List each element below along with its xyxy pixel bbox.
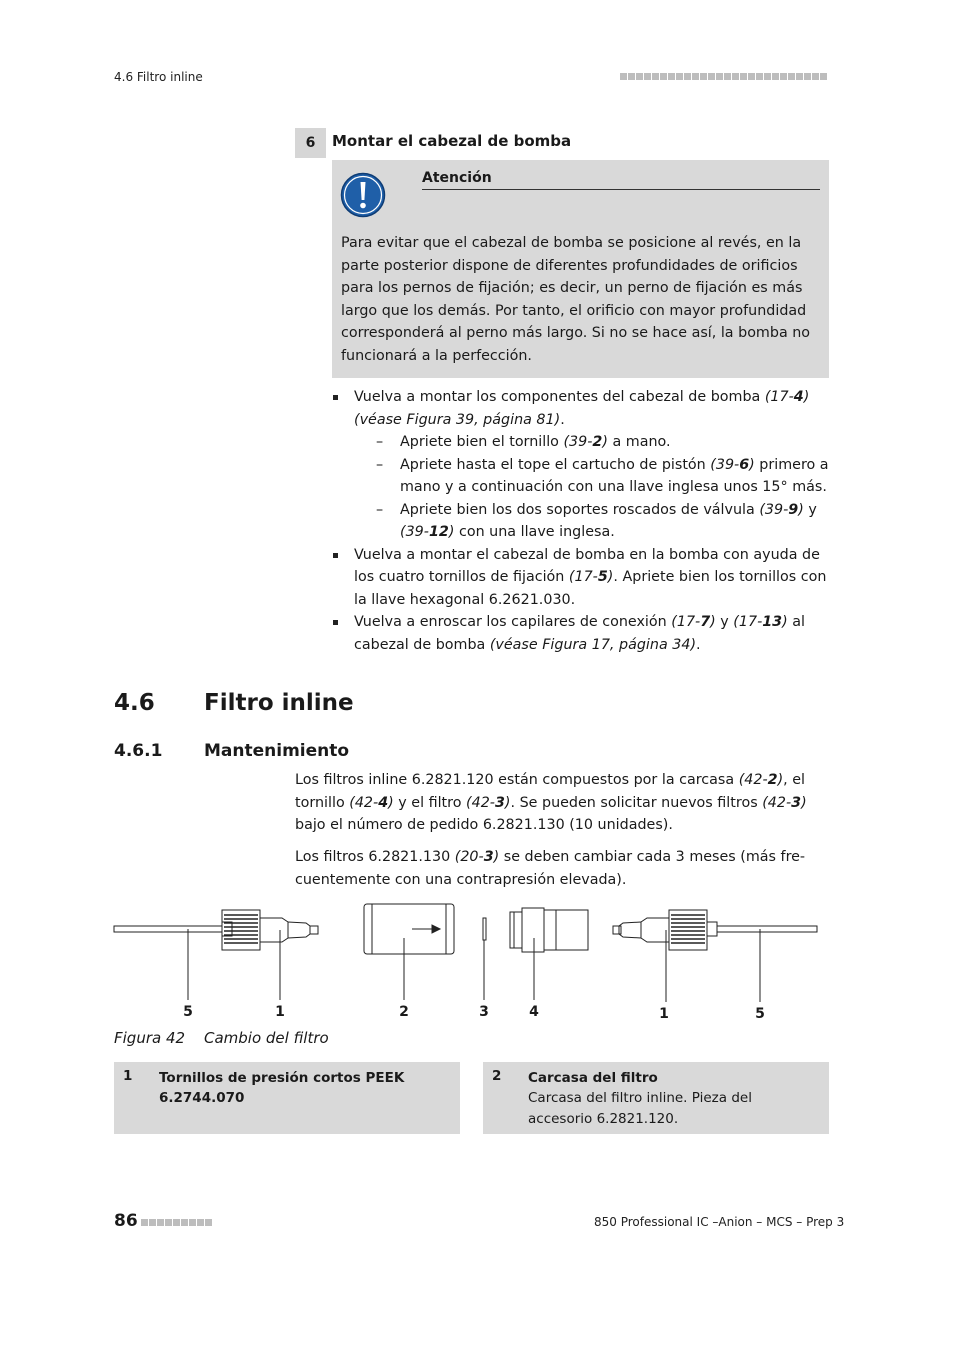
legend-item	[483, 1062, 829, 1134]
list-item: – Apriete hasta el tope el cartucho de pistón (39-6) primero a mano y a continuación con una llave inglesa unos 15° más.	[332, 454, 832, 499]
legend-title: Carcasa del filtro	[528, 1070, 658, 1086]
figure-label: 1	[659, 1006, 669, 1022]
exclamation-icon	[340, 172, 386, 218]
fitting-front	[510, 912, 522, 948]
figure-label: 1	[275, 1004, 285, 1020]
screw-left-grip	[222, 910, 260, 950]
screw-right-body	[707, 922, 717, 936]
figure-label: 5	[183, 1004, 193, 1020]
subsection-heading	[114, 741, 349, 761]
fitting-back	[544, 910, 588, 950]
footer-product: 850 Professional IC –Anion – MCS – Prep 3	[594, 1215, 845, 1229]
warning-text: Para evitar que el cabezal de bomba se posicione al revés, en la parte posterior dispone de diferentes profundidades de orificios para los pernos de fijación; es decir, un perno de fijación es más largo que los demás. Por tanto, el orificio con mayor profundidad corresponderá al perno más largo. Si no se hace así, la bomba no funcionará a la perfección.	[341, 235, 811, 364]
section-heading	[114, 690, 354, 716]
footer-decoration	[141, 1219, 212, 1226]
legend-number: 2	[492, 1068, 502, 1084]
warning-title: Atención	[422, 170, 820, 190]
instruction-list	[332, 386, 832, 656]
paragraph: Los filtros inline 6.2821.120 están compuestos por la carcasa (42-2), el tornillo (42-4) y el filtro (42-3). Se pueden solicitar nuevos filtros (42-3) bajo el número de pedido 6.2821.130 (10 unidades).	[295, 772, 807, 833]
list-item: – Apriete bien los dos soportes roscados de válvula (39-9) y (39-12) con una llave inglesa.	[332, 499, 832, 544]
capillary-left	[114, 926, 222, 932]
section-title: Filtro inline	[204, 690, 354, 716]
legend-number: 1	[123, 1068, 133, 1084]
figure-caption-label: Figura 42	[114, 1029, 186, 1047]
filter-diagram	[110, 898, 830, 1026]
figure-label: 4	[529, 1004, 539, 1020]
figure-label: 5	[755, 1006, 765, 1022]
list-item: – Apriete bien el tornillo (39-2) a mano.	[332, 431, 832, 454]
screw-right-nose	[619, 922, 641, 938]
screw-right-grip	[669, 910, 707, 950]
page-number: 86	[114, 1211, 138, 1231]
list-item: Vuelva a enroscar los capilares de conexión (17-7) y (17-13) al cabezal de bomba (véase Figura 17, página 34).	[332, 611, 832, 656]
legend-title: Tornillos de presión cortos PEEK 6.2744.070	[159, 1070, 405, 1106]
screw-left-nose	[288, 922, 310, 938]
list-item: Vuelva a montar los componentes del cabezal de bomba (17-4) (véase Figura 39, página 81).	[332, 386, 832, 431]
legend-item	[114, 1062, 460, 1134]
header-decoration	[620, 73, 827, 80]
subsection-number: 4.6.1	[114, 741, 163, 761]
list-item: Vuelva a montar el cabezal de bomba en la bomba con ayuda de los cuatro tornillos de fijación (17-5). Apriete bien los tornillos con la llave hexagonal 6.2621.030.	[332, 544, 832, 612]
step-number: 6	[295, 128, 326, 158]
running-header-section: 4.6 Filtro inline	[114, 70, 203, 84]
figure-caption	[114, 1029, 329, 1047]
screw-left-body	[222, 922, 232, 936]
screw-left-neck	[260, 918, 288, 942]
step-title: Montar el cabezal de bomba	[332, 132, 572, 150]
legend-description: Carcasa del filtro inline. Pieza del accesorio 6.2821.120.	[528, 1090, 752, 1127]
fitting-middle	[522, 908, 544, 952]
figure-label: 3	[479, 1004, 489, 1020]
screw-right-neck	[641, 918, 669, 942]
section-number: 4.6	[114, 690, 155, 716]
capillary-right	[717, 926, 817, 932]
figure-label: 2	[399, 1004, 409, 1020]
subsection-title: Mantenimiento	[204, 741, 350, 761]
filter-disc	[483, 918, 486, 940]
figure-caption-text: Cambio del filtro	[204, 1029, 329, 1047]
paragraph: Los filtros 6.2821.130 (20-3) se deben cambiar cada 3 meses (más fre-cuentemente con una contrapresión elevada).	[295, 849, 806, 888]
